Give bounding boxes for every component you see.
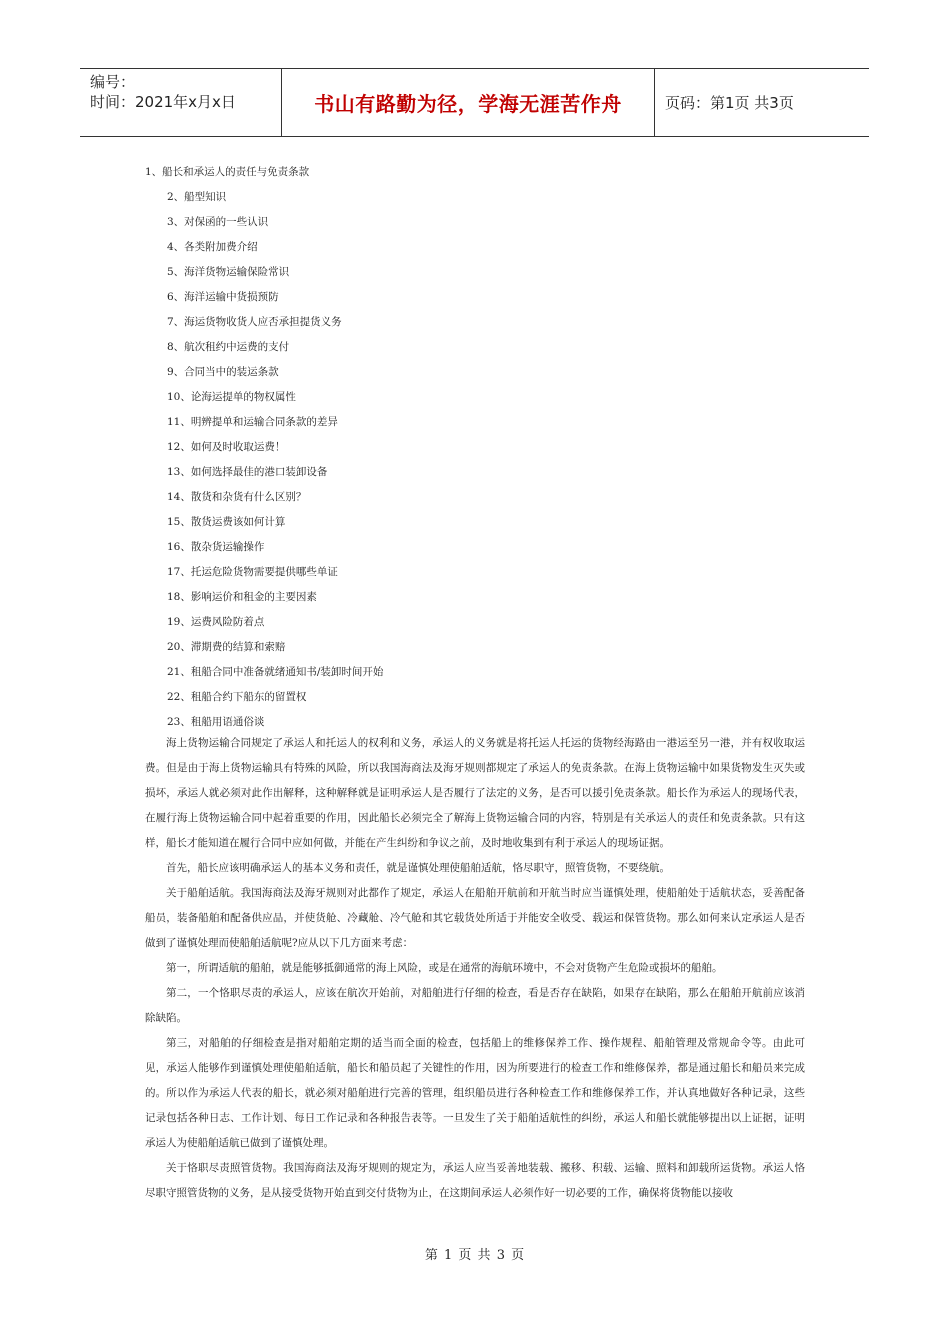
toc-item: 7、海运货物收货人应否承担提货义务: [167, 316, 342, 328]
toc-item: 19、运费风险防着点: [167, 616, 265, 628]
page-footer: 第 1 页 共 3 页: [424, 1248, 526, 1263]
body-paragraph: 关于船舶适航。我国海商法及海牙规则对此都作了规定，承运人在船舶开航前和开航当时应当谨慎处理，使船舶处于适航状态，妥善配备船员，装备船舶和配备供应品，并使货舱、冷藏舱、冷气舱和其它载货处所适于并能安全收受、载运和保管货物。那么如何来认定承运人是否做到了谨慎处理而使船舶适航呢?应从以下几方面来考虑：: [145, 887, 805, 949]
toc-item: 11、明辨提单和运输合同条款的差异: [167, 416, 338, 428]
toc-item: 17、托运危险货物需要提供哪些单证: [167, 566, 338, 578]
toc-item: 23、租船用语通俗谈: [167, 716, 265, 728]
toc-item: 18、影响运价和租金的主要因素: [167, 591, 317, 603]
toc-item: 9、合同当中的装运条款: [167, 366, 279, 378]
body-paragraph: 第二，一个恪职尽责的承运人，应该在航次开始前，对船舶进行仔细的检查，看是否存在缺陷，如果存在缺陷，那么在船舶开航前应该消除缺陷。: [145, 987, 805, 1024]
header-motto: 书山有路勤为径，学海无涯苦作舟: [282, 69, 655, 136]
document-body: [145, 731, 805, 1206]
body-paragraph: 关于恪职尽责照管货物。我国海商法及海牙规则的规定为，承运人应当妥善地装载、搬移、积载、运输、照料和卸载所运货物。承运人恪尽职守照管货物的义务，是从接受货物开始直到交付货物为止，在这期间承运人必须作好一切必要的工作，确保将货物能以接收: [145, 1162, 805, 1199]
toc-item: 6、海洋运输中货损预防: [167, 291, 279, 303]
toc-item: 14、散货和杂货有什么区别？: [167, 491, 307, 503]
toc-item: 21、租船合同中准备就绪通知书/装卸时间开始: [167, 666, 384, 678]
header-meta: [80, 69, 282, 136]
toc-item: 3、对保函的一些认识: [167, 216, 269, 228]
toc-item: 20、滞期费的结算和索赔: [167, 641, 286, 653]
body-paragraph: 首先，船长应该明确承运人的基本义务和责任，就是谨慎处理使船舶适航，恪尽职守，照管货物，不要绕航。: [166, 862, 670, 874]
header-page-number: 页码：第1页 共3页: [665, 94, 794, 112]
toc-item: 12、如何及时收取运费！: [167, 441, 286, 453]
document-time-label: 时间：2021年x月x日: [90, 93, 236, 111]
toc-item: 15、散货运费该如何计算: [167, 516, 286, 528]
document-number-label: 编号：: [90, 73, 136, 91]
toc-item: 10、论海运提单的物权属性: [167, 391, 296, 403]
toc-item: 22、租船合约下船东的留置权: [167, 691, 307, 703]
toc-item: 4、各类附加费介绍: [167, 241, 258, 253]
toc-item: 16、散杂货运输操作: [167, 541, 265, 553]
body-paragraph: 海上货物运输合同规定了承运人和托运人的权利和义务，承运人的义务就是将托运人托运的货物经海路由一港运至另一港，并有权收取运费。但是由于海上货物运输具有特殊的风险，所以我国海商法及海牙规则都规定了承运人的免责条款。在海上货物运输中如果货物发生灭失或损坏，承运人就必须对此作出解释，这种解释就是证明承运人是否履行了法定的义务，是否可以援引免责条款。船长作为承运人的现场代表，在履行海上货物运输合同中起着重要的作用，因此船长必须完全了解海上货物运输合同的内容，特别是有关承运人的责任和免责条款。只有这样，船长才能知道在履行合同中应如何做，并能在产生纠纷和争议之前，及时地收集到有利于承运人的现场证据。: [145, 737, 805, 849]
toc-item: 5、海洋货物运输保险常识: [167, 266, 290, 278]
body-paragraph: 第一，所谓适航的船舶，就是能够抵御通常的海上风险，或是在通常的海航环境中，不会对货物产生危险或损坏的船舶。: [166, 962, 723, 974]
toc-item: 13、如何选择最佳的港口装卸设备: [167, 466, 328, 478]
table-of-contents: [145, 160, 383, 735]
page-header: [80, 68, 869, 137]
toc-item: 8、航次租约中运费的支付: [167, 341, 290, 353]
toc-item: 2、船型知识: [167, 191, 227, 203]
body-paragraph: 第三，对船舶的仔细检查是指对船舶定期的适当而全面的检查，包括船上的维修保养工作、操作规程、船舶管理及常规命令等。由此可见，承运人能够作到谨慎处理使船舶适航，船长和船员起了关键性的作用，因为所要进行的检查工作和维修保养，都是通过船长和船员来完成的。所以作为承运人代表的船长，就必须对船舶进行完善的管理，组织船员进行各种检查工作和维修保养工作，并认真地做好各种记录，这些记录包括各种日志、工作计划、每日工作记录和各种报告表等。一旦发生了关于船舶适航性的纠纷，承运人和船长就能够提出以上证据，证明承运人为使船舶适航已做到了谨慎处理。: [145, 1037, 805, 1149]
toc-item: 1、船长和承运人的责任与免责条款: [145, 166, 310, 178]
